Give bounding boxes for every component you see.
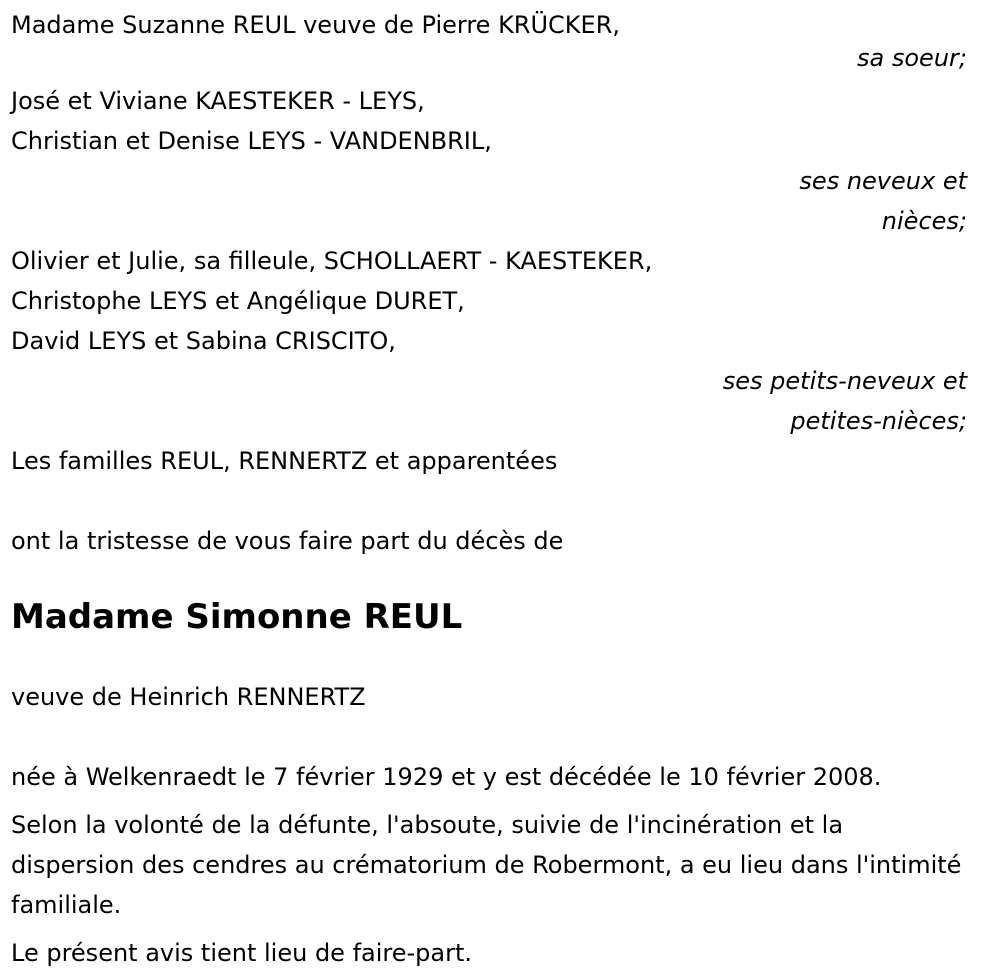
relation-label: nièces;: [881, 207, 967, 235]
spacer: [11, 481, 969, 521]
family-line: David LEYS et Sabina CRISCITO,: [11, 327, 396, 355]
spacer: [11, 717, 969, 757]
family-line: Christophe LEYS et Angélique DURET,: [11, 287, 465, 315]
family-line: José et Viviane KAESTEKER - LEYS,: [11, 87, 425, 115]
family-line: Madame Suzanne REUL veuve de Pierre KRÜCKER,: [11, 11, 621, 39]
relation-label: petites-nièces;: [790, 407, 967, 435]
family-line: Olivier et Julie, sa filleule, SCHOLLAERT - KAESTEKER,: [11, 247, 653, 275]
relation-label: ses petits-neveux et: [722, 367, 967, 395]
announcement-line: ont la tristesse de vous faire part du décès de: [11, 527, 564, 555]
relation-label: ses neveux et: [799, 167, 967, 195]
families-line: Les familles REUL, RENNERTZ et apparentées: [11, 447, 558, 475]
closing-line: Le présent avis tient lieu de faire-part.: [11, 939, 473, 967]
family-line: Christian et Denise LEYS - VANDENBRIL,: [11, 127, 492, 155]
birth-death-line: née à Welkenraedt le 7 février 1929 et y est décédée le 10 février 2008.: [11, 763, 882, 791]
ceremony-paragraph: Selon la volonté de la défunte, l'absoute, suivie de l'incinération et la dispersion des cendres au crématorium de Robermont, a eu lieu dans l'intimité familiale.: [11, 811, 962, 919]
deceased-name: Madame Simonne REUL: [11, 597, 463, 637]
relation-label: sa soeur;: [857, 44, 967, 72]
widow-of-line: veuve de Heinrich RENNERTZ: [11, 683, 366, 711]
